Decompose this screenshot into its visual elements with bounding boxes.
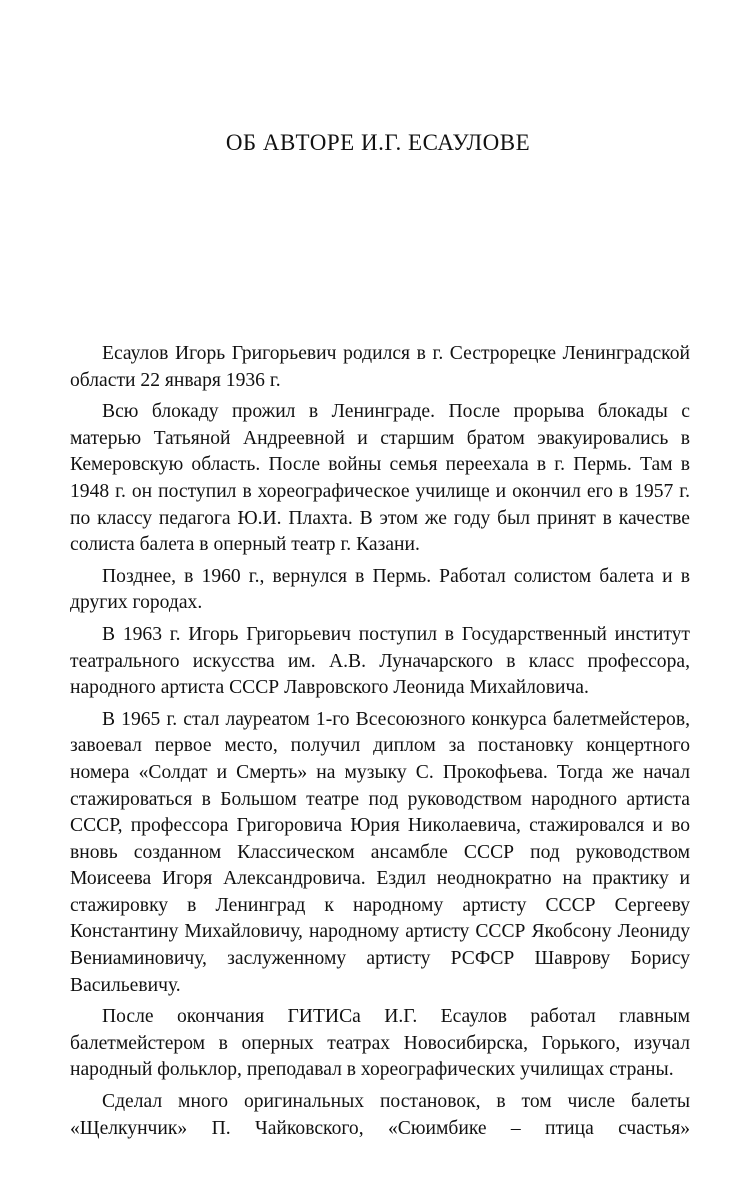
paragraph-competition: В 1965 г. стал лауреатом 1-го Всесоюзного конкурса балетмейстеров, завоевал первое место, получил диплом за постановку концертного номера «Солдат и Смерть» на музыку С. Прокофьева. Тогда же начал стажироваться в Большом театре под руководством народного артиста СССР, профессора Григоровича Юрия Николаевича, стажировался и во вновь созданном Классическом ансамбле СССР под руководством Моисеева Игоря Александровича. Ездил неоднократно на практику и стажировку в Ленинград к народному артисту СССР Сергееву Константину Михайловичу, народному артисту СССР Якобсону Леониду Вениаминовичу, заслуженному артисту РСФСР Шаврову Борису Васильевичу. bbox=[70, 708, 690, 996]
paragraph-productions: Сделал много оригинальных постановок, в том числе балеты «Щелкунчик» П. Чайковского, «Сюимбике – птица счастья» bbox=[70, 1091, 690, 1139]
paragraph-career: После окончания ГИТИСа И.Г. Есаулов работал главным балетмейстером в оперных театрах Новосибирска, Горького, изучал народный фольклор, преподавал в хореографических училищах страны. bbox=[70, 1006, 690, 1081]
paragraph-blockade: Всю блокаду прожил в Ленинграде. После прорыва блокады с матерью Татьяной Андреевной и старшим братом эвакуировались в Кемеровскую область. После войны семья переехала в г. Пермь. Там в 1948 г. он поступил в хореографическое училище и окончил его в 1957 г. по классу педагога Ю.И. Плахта. В этом же году был принят в качестве солиста балета в оперный театр г. Казани. bbox=[70, 401, 690, 556]
page-title: ОБ АВТОРЕ И.Г. ЕСАУЛОВЕ bbox=[225, 130, 531, 155]
paragraph-birth: Есаулов Игорь Григорьевич родился в г. Сестрорецке Ленинградской области 22 января 1936 г. bbox=[70, 343, 690, 391]
body-text bbox=[70, 341, 690, 1147]
paragraph-perm-return: Позднее, в 1960 г., вернулся в Пермь. Работал солистом балета и в других городах. bbox=[70, 565, 690, 614]
paragraph-gitis: В 1963 г. Игорь Григорьевич поступил в Государственный институт театрального искусства им. А.В. Луначарского в класс профессора, народного артиста СССР Лавровского Леонида Михайловича. bbox=[70, 623, 690, 699]
